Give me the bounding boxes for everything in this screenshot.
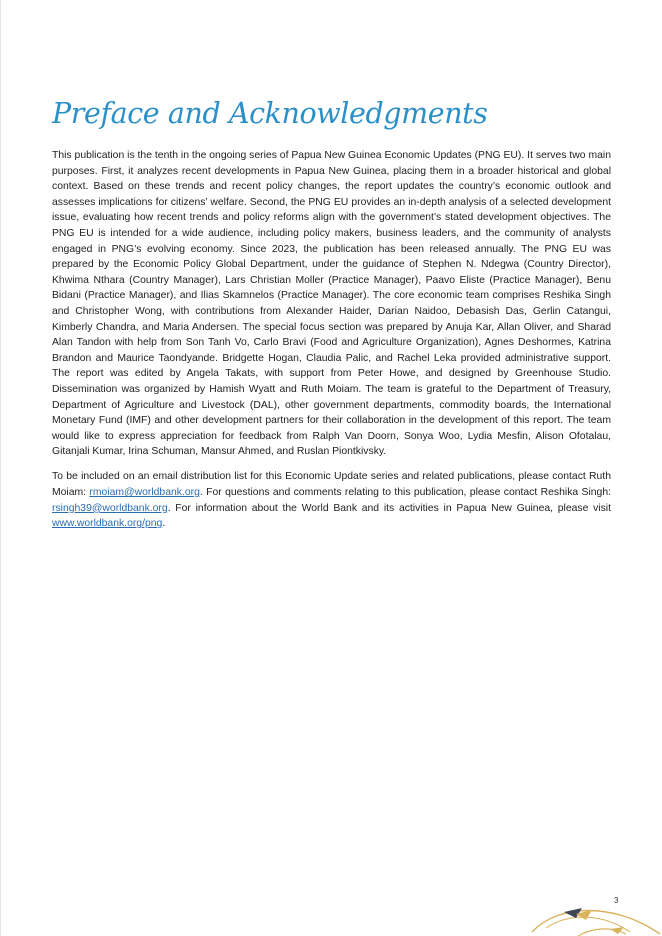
contact-text-c: . For information about the World Bank and its activities in Papua New Guinea, please visit	[167, 502, 611, 514]
bird-of-paradise-icon	[530, 898, 662, 936]
contact-text-d: .	[162, 518, 166, 530]
page-title: Preface and Acknowledgments	[52, 97, 488, 130]
website-link[interactable]: www.worldbank.org/png	[52, 518, 163, 530]
contact-text-a: To be included on an email distribution list for this Economic Update series and related publications, please contact Ruth Moiam:	[52, 471, 611, 499]
page-left-edge	[0, 0, 1, 936]
paragraph-acknowledgments: This publication is the tenth in the ongoing series of Papua New Guinea Economic Updates (PNG EU). It serves two main purposes. First, it analyzes recent developments in Papua New Guinea, placing them in a broader historical and global context. Based on these trends and recent policy changes, the report updates the country’s economic outlook and assesses implications for citizens’ welfare. Second, the PNG EU provides an in-depth analysis of a selected development issue, evaluating how recent trends and policy reforms align with the government’s stated development objectives. The PNG EU is intended for a wide audience, including policy makers, business leaders, and the community of analysts engaged in PNG’s evolving economy. Since 2023, the publication has been released annually. The PNG EU was prepared by the Economic Policy Global Department, under the guidance of Stephen N. Ndegwa (Country Director), Khwima Nthara (Country Manager), Lars Christian Moller (Practice Manager), Paavo Eliste (Practice Manager), Benu Bidani (Practice Manager), and Ilias Skamnelos (Practice Manager). The core economic team comprises Reshika Singh and Christopher Wong, with contributions from Alexander Haider, Darian Naidoo, Debasish Das, Gerlin Catangui, Kimberly Chandra, and Maria Andersen. The special focus section was prepared by Anuja Kar, Allan Oliver, and Sharad Alan Tandon with help from Son Tanh Vo, Carlo Bravi (Food and Agriculture Organization), Agnes Deshormes, Katrina Brandon and Maurice Taondyande. Bridgette Hogan, Claudia Palic, and Rachel Leka provided administrative support. The report was edited by Angela Takats, with support from Peter Howe, and designed by Greenhouse Studio. Dissemination was organized by Hamish Wyatt and Ruth Moiam. The team is grateful to the Department of Treasury, Department of Agriculture and Livestock (DAL), other government departments, commodity boards, the International Monetary Fund (IMF) and other development partners for their collaboration in the development of this report. The team would like to express appreciation for feedback from Ralph Van Doorn, Sonya Woo, Lydia Mesfin, Alison Ofotalau, Gitanjali Kumar, Irina Schuman, Mansur Ahmed, and Ruslan Piontkivsky.	[52, 150, 611, 458]
ornament-bird-body	[564, 908, 582, 918]
page-number: 3	[614, 896, 619, 905]
body-text	[52, 148, 611, 541]
ornament-tail-curve	[532, 911, 660, 935]
ornament-lower-tip	[610, 927, 624, 934]
paragraph-contact	[52, 469, 611, 531]
email-link-rmoiam[interactable]: rmoiam@worldbank.org	[89, 487, 200, 499]
contact-text-b: . For questions and comments relating to this publication, please contact Reshika Singh:	[199, 487, 611, 499]
email-link-rsingh[interactable]: rsingh39@worldbank.org	[52, 502, 168, 514]
